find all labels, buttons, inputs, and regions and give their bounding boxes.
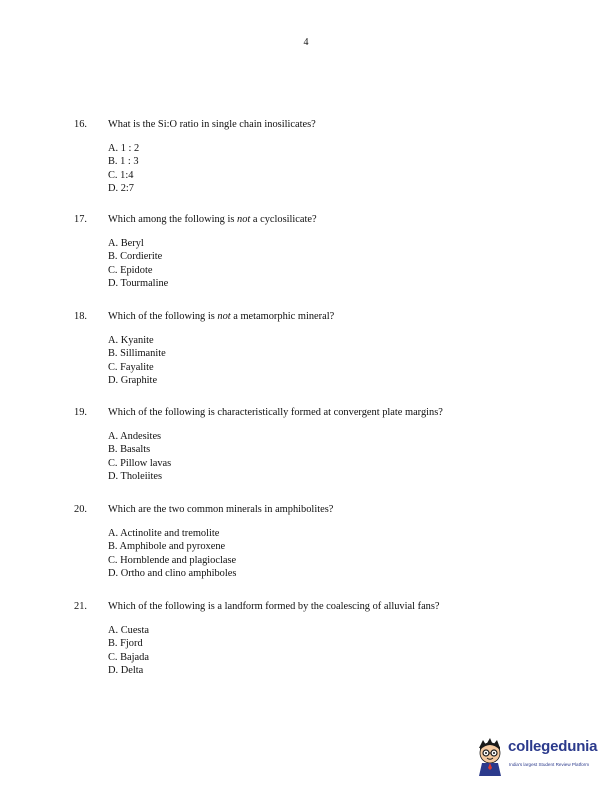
option: B. Sillimanite [108,348,166,360]
question-text: Which among the following is not a cyclosilicate? [108,214,317,225]
option: B. Basalts [108,444,151,456]
question-19 [74,406,544,484]
question-number: 16. [74,119,87,130]
option: C. 1:4 [108,169,134,181]
page-number: 4 [303,37,309,48]
options-list [108,430,544,484]
option: D. Ortho and clino amphiboles [108,568,237,580]
option: D. Tourmaline [108,278,169,290]
option: B. Cordierite [108,251,163,263]
option: B. 1 : 3 [108,156,139,168]
option: B. Amphibole and pyroxene [108,541,226,553]
mascot-icon [474,736,506,776]
option: A. Andesites [108,430,162,442]
question-number: 19. [74,407,87,418]
question-21 [74,600,544,678]
question-number: 21. [74,601,87,612]
question-number: 18. [74,311,87,322]
logo-tagline: India's largest Student Review Platform [509,762,590,767]
option: C. Pillow lavas [108,457,172,469]
question-number: 20. [74,504,87,515]
option: A. Beryl [108,237,144,249]
question-text: Which of the following is characteristically formed at convergent plate margins? [108,407,443,418]
question-text: Which are the two common minerals in amphibolites? [108,504,334,515]
option: C. Hornblende and plagioclase [108,554,237,566]
options-list [108,624,544,678]
option: A. Kyanite [108,334,154,346]
option: C. Bajada [108,651,149,663]
question-16 [74,118,544,196]
options-list [108,142,544,196]
option: A. Actinolite and tremolite [108,527,220,539]
option: D. Graphite [108,375,158,387]
question-number: 17. [74,214,87,225]
question-text: Which of the following is a landform formed by the coalescing of alluvial fans? [108,601,440,612]
question-18 [74,310,544,388]
option: C. Epidote [108,264,153,276]
question-20 [74,503,544,581]
option: B. Fjord [108,638,143,650]
option: D. Tholeiites [108,471,163,483]
options-list [108,527,544,581]
collegedunia-logo [474,736,606,776]
question-text: Which of the following is not a metamorphic mineral? [108,311,335,322]
question-17 [74,213,544,291]
option: A. 1 : 2 [108,142,140,154]
logo-wordmark: collegedunia [508,738,598,755]
question-text: What is the Si:O ratio in single chain inosilicates? [108,119,316,130]
options-list [108,334,544,388]
option: A. Cuesta [108,624,149,636]
option: D. Delta [108,665,144,677]
options-list [108,237,544,291]
option: D. 2:7 [108,183,134,195]
option: C. Fayalite [108,361,154,373]
